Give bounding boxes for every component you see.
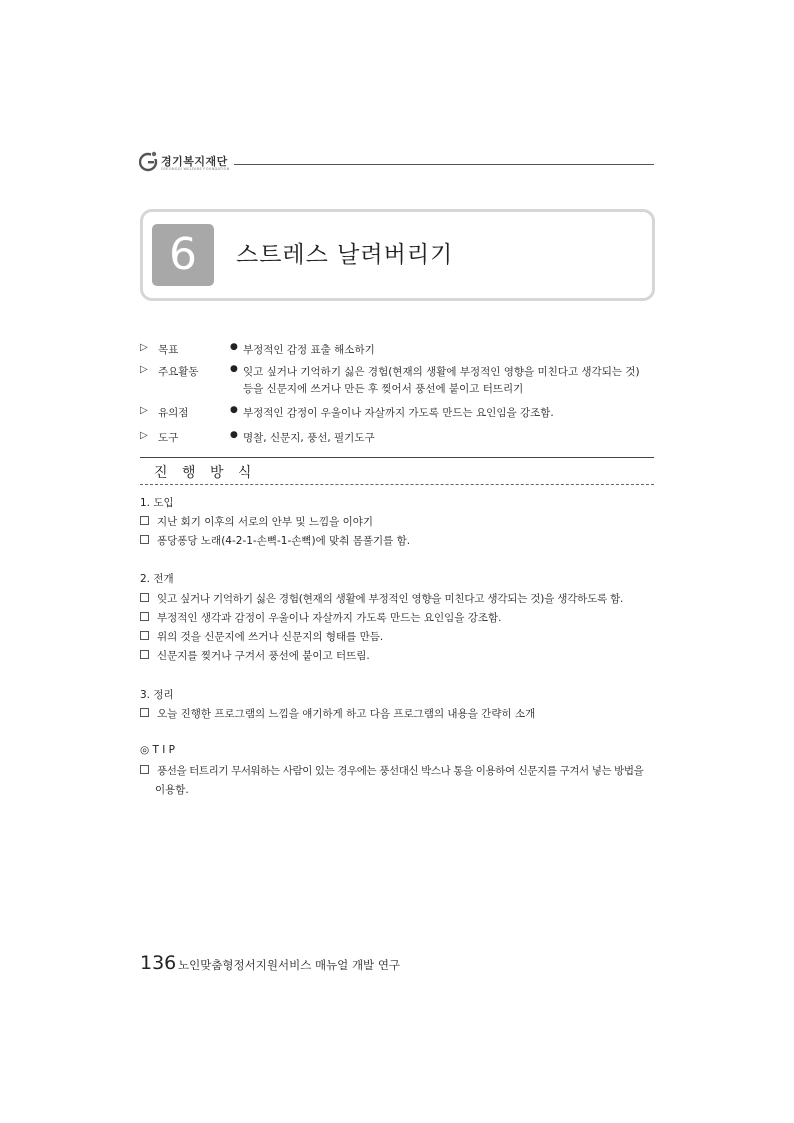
checkbox-square-icon	[140, 612, 149, 621]
logo-org-name: 경기복지재단	[161, 155, 228, 168]
tip-item: 풍선을 터트리기 무서워하는 사람이 있는 경우에는 풍선대신 박스나 통을 이용하여 신문지를 구겨서 넣는 방법을	[140, 763, 643, 778]
bullet-icon: ●	[230, 405, 238, 415]
list-item: 잊고 싶거나 기억하기 싫은 경험(현재의 생활에 부정적인 영향을 미친다고 생각되는 것)을 생각하도록 함.	[140, 591, 623, 606]
checkbox-square-icon	[140, 631, 149, 640]
triangle-arrow-icon: ▷	[140, 430, 148, 441]
session-title: 스트레스 날려버리기	[236, 242, 454, 268]
info-label: 도구	[158, 432, 179, 444]
checkbox-square-icon	[140, 650, 149, 659]
foundation-logo	[139, 150, 235, 176]
list-item: 부정적인 생각과 감정이 우울이나 자살까지 가도록 만드는 요인임을 강조함.	[140, 610, 501, 625]
checkbox-square-icon	[140, 765, 149, 774]
checkbox-square-icon	[140, 516, 149, 525]
info-label: 유의점	[158, 407, 189, 419]
section-title: 진 행 방 식	[154, 465, 257, 481]
step-heading: 2. 전개	[140, 573, 174, 585]
step-heading: 1. 도입	[140, 497, 174, 509]
triangle-arrow-icon: ▷	[140, 364, 148, 375]
header-rule	[234, 164, 654, 165]
info-value: 부정적인 감정 표출 해소하기	[243, 344, 375, 356]
bullet-icon: ●	[230, 430, 238, 440]
checkbox-square-icon	[140, 535, 149, 544]
list-item: 위의 것을 신문지에 쓰거나 신문지의 형태를 만듬.	[140, 629, 383, 644]
checkbox-square-icon	[140, 593, 149, 602]
bullet-icon: ●	[230, 364, 238, 374]
checkbox-square-icon	[140, 708, 149, 717]
triangle-arrow-icon: ▷	[140, 342, 148, 353]
triangle-arrow-icon: ▷	[140, 405, 148, 416]
session-number-badge: 6	[152, 224, 214, 286]
tip-item-continued: 이용함.	[155, 784, 189, 796]
info-value: 명찰, 신문지, 풍선, 필기도구	[243, 432, 375, 444]
step-heading: 3. 정리	[140, 689, 174, 701]
logo-mark-icon	[139, 150, 159, 172]
book-title: 노인맞춤형정서지원서비스 매뉴얼 개발 연구	[178, 958, 401, 972]
info-value: 부정적인 감정이 우울이나 자살까지 가도록 만드는 요인임을 강조함.	[243, 407, 554, 419]
list-item: 신문지를 찢거나 구겨서 풍선에 붙이고 터뜨림.	[140, 648, 370, 663]
page-number: 136	[140, 952, 177, 974]
session-title-box	[140, 209, 655, 301]
info-value: 잊고 싶거나 기억하기 싫은 경험(현재의 생활에 부정적인 영향을 미친다고 생각되는 것)	[243, 366, 640, 378]
info-label: 주요활동	[158, 366, 199, 378]
bullet-icon: ●	[230, 342, 238, 352]
section-rule-top	[140, 457, 654, 458]
info-value-continued: 등을 신문지에 쓰거나 만든 후 찢어서 풍선에 붙이고 터뜨리기	[243, 383, 524, 395]
list-item: 퐁당퐁당 노래(4-2-1-손뼉-1-손뼉)에 맞춰 몸풀기를 함.	[140, 533, 410, 548]
tip-heading: ◎ T I P	[140, 744, 176, 756]
section-rule-dotted	[140, 484, 654, 485]
info-label: 목표	[158, 344, 179, 356]
list-item: 지난 회기 이후의 서로의 안부 및 느낌을 이야기	[140, 514, 373, 529]
list-item: 오늘 진행한 프로그램의 느낌을 얘기하게 하고 다음 프로그램의 내용을 간략히 소개	[140, 706, 535, 721]
logo-org-subtitle: GYEONGGI WELFARE FOUNDATION	[161, 167, 230, 171]
